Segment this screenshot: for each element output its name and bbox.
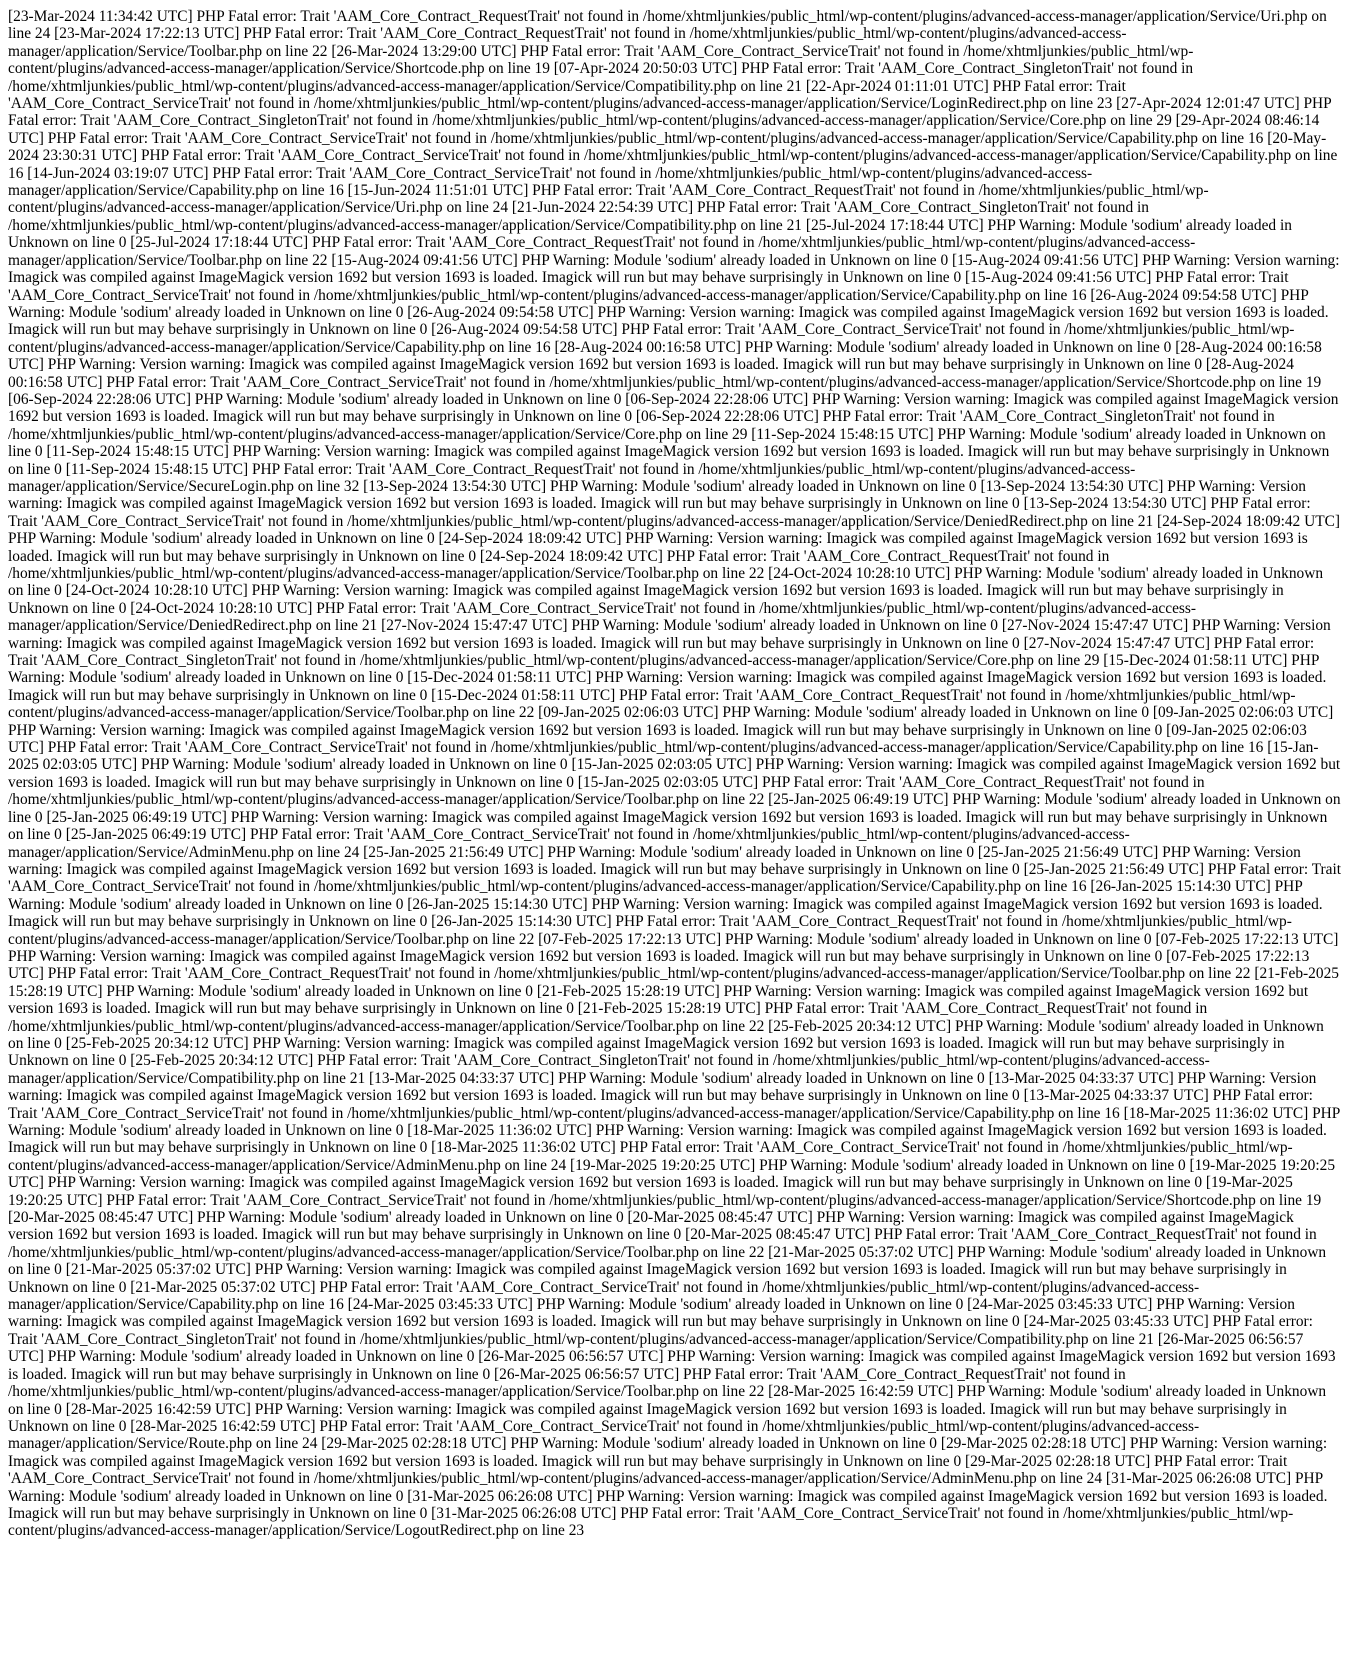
error-log-content: [23-Mar-2024 11:34:42 UTC] PHP Fatal error: Trait 'AAM_Core_Contract_RequestTrait' not found in /home/xhtmljunkies/public_html/wp-content/plugins/advanced-access-manager/application/Service/Uri.php on line 24 [23-Mar-2024 17:22:13 UTC] PHP Fatal error: Trait 'AAM_Core_Contract_RequestTrait' not found in /home/xhtmljunkies/public_html/wp-content/plugins/advanced-access-manager/application/Service/Toolbar.php on line 22 [26-Mar-2024 13:29:00 UTC] PHP Fatal error: Trait 'AAM_Core_Contract_ServiceTrait' not found in /home/xhtmljunkies/public_html/wp-content/plugins/advanced-access-manager/application/Service/Shortcode.php on line 19 [07-Apr-2024 20:50:03 UTC] PHP Fatal error: Trait 'AAM_Core_Contract_SingletonTrait' not found in /home/xhtmljunkies/public_html/wp-content/plugins/advanced-access-manager/application/Service/Compatibility.php on line 21 [22-Apr-2024 01:11:01 UTC] PHP Fatal error: Trait 'AAM_Core_Contract_ServiceTrait' not found in /home/xhtmljunkies/public_html/wp-content/plugins/advanced-access-manager/application/Service/LoginRedirect.php on line 23 [27-Apr-2024 12:01:47 UTC] PHP Fatal error: Trait 'AAM_Core_Contract_SingletonTrait' not found in /home/xhtmljunkies/public_html/wp-content/plugins/advanced-access-manager/application/Service/Core.php on line 29 [29-Apr-2024 08:46:14 UTC] PHP Fatal error: Trait 'AAM_Core_Contract_ServiceTrait' not found in /home/xhtmljunkies/public_html/wp-content/plugins/advanced-access-manager/application/Service/Capability.php on line 16 [20-May-2024 23:30:31 UTC] PHP Fatal error: Trait 'AAM_Core_Contract_ServiceTrait' not found in /home/xhtmljunkies/public_html/wp-content/plugins/advanced-access-manager/application/Service/Capability.php on line 16 [14-Jun-2024 03:19:07 UTC] PHP Fatal error: Trait 'AAM_Core_Contract_ServiceTrait' not found in /home/xhtmljunkies/public_html/wp-content/plugins/advanced-access-manager/application/Service/Capability.php on line 16 [15-Jun-2024 11:51:01 UTC] PHP Fatal error: Trait 'AAM_Core_Contract_RequestTrait' not found in /home/xhtmljunkies/public_html/wp-content/plugins/advanced-access-manager/application/Service/Uri.php on line 24 [21-Jun-2024 22:54:39 UTC] PHP Fatal error: Trait 'AAM_Core_Contract_SingletonTrait' not found in /home/xhtmljunkies/public_html/wp-content/plugins/advanced-access-manager/application/Service/Compatibility.php on line 21 [25-Jul-2024 17:18:44 UTC] PHP Warning: Module 'sodium' already loaded in Unknown on line 0 [25-Jul-2024 17:18:44 UTC] PHP Fatal error: Trait 'AAM_Core_Contract_RequestTrait' not found in /home/xhtmljunkies/public_html/wp-content/plugins/advanced-access-manager/application/Service/Toolbar.php on line 22 [15-Aug-2024 09:41:56 UTC] PHP Warning: Module 'sodium' already loaded in Unknown on line 0 [15-Aug-2024 09:41:56 UTC] PHP Warning: Version warning: Imagick was compiled against ImageMagick version 1692 but version 1693 is loaded. Imagick will run but may behave surprisingly in Unknown on line 0 [15-Aug-2024 09:41:56 UTC] PHP Fatal error: Trait 'AAM_Core_Contract_ServiceTrait' not found in /home/xhtmljunkies/public_html/wp-content/plugins/advanced-access-manager/application/Service/Capability.php on line 16 [26-Aug-2024 09:54:58 UTC] PHP Warning: Module 'sodium' already loaded in Unknown on line 0 [26-Aug-2024 09:54:58 UTC] PHP Warning: Version warning: Imagick was compiled against ImageMagick version 1692 but version 1693 is loaded. Imagick will run but may behave surprisingly in Unknown on line 0 [26-Aug-2024 09:54:58 UTC] PHP Fatal error: Trait 'AAM_Core_Contract_ServiceTrait' not found in /home/xhtmljunkies/public_html/wp-content/plugins/advanced-access-manager/application/Service/Capability.php on line 16 [28-Aug-2024 00:16:58 UTC] PHP Warning: Module 'sodium' already loaded in Unknown on line 0 [28-Aug-2024 00:16:58 UTC] PHP Warning: Version warning: Imagick was compiled against ImageMagick version 1692 but version 1693 is loaded. Imagick will run but may behave surprisingly in Unknown on line 0 [28-Aug-2024 00:16:58 UTC] PHP Fatal error: Trait 'AAM_Core_Contract_ServiceTrait' not found in /home/xhtmljunkies/public_html/wp-content/plugins/advanced-access-manager/application/Service/Shortcode.php on line 19 [06-Sep-2024 22:28:06 UTC] PHP Warning: Module 'sodium' already loaded in Unknown on line 0 [06-Sep-2024 22:28:06 UTC] PHP Warning: Version warning: Imagick was compiled against ImageMagick version 1692 but version 1693 is loaded. Imagick will run but may behave surprisingly in Unknown on line 0 [06-Sep-2024 22:28:06 UTC] PHP Fatal error: Trait 'AAM_Core_Contract_SingletonTrait' not found in /home/xhtmljunkies/public_html/wp-content/plugins/advanced-access-manager/application/Service/Core.php on line 29 [11-Sep-2024 15:48:15 UTC] PHP Warning: Module 'sodium' already loaded in Unknown on line 0 [11-Sep-2024 15:48:15 UTC] PHP Warning: Version warning: Imagick was compiled against ImageMagick version 1692 but version 1693 is loaded. Imagick will run but may behave surprisingly in Unknown on line 0 [11-Sep-2024 15:48:15 UTC] PHP Fatal error: Trait 'AAM_Core_Contract_RequestTrait' not found in /home/xhtmljunkies/public_html/wp-content/plugins/advanced-access-manager/application/Service/SecureLogin.php on line 32 [13-Sep-2024 13:54:30 UTC] PHP Warning: Module 'sodium' already loaded in Unknown on line 0 [13-Sep-2024 13:54:30 UTC] PHP Warning: Version warning: Imagick was compiled against ImageMagick version 1692 but version 1693 is loaded. Imagick will run but may behave surprisingly in Unknown on line 0 [13-Sep-2024 13:54:30 UTC] PHP Fatal error: Trait 'AAM_Core_Contract_ServiceTrait' not found in /home/xhtmljunkies/public_html/wp-content/plugins/advanced-access-manager/application/Service/DeniedRedirect.php on line 21 [24-Sep-2024 18:09:42 UTC] PHP Warning: Module 'sodium' already loaded in Unknown on line 0 [24-Sep-2024 18:09:42 UTC] PHP Warning: Version warning: Imagick was compiled against ImageMagick version 1692 but version 1693 is loaded. Imagick will run but may behave surprisingly in Unknown on line 0 [24-Sep-2024 18:09:42 UTC] PHP Fatal error: Trait 'AAM_Core_Contract_RequestTrait' not found in /home/xhtmljunkies/public_html/wp-content/plugins/advanced-access-manager/application/Service/Toolbar.php on line 22 [24-Oct-2024 10:28:10 UTC] PHP Warning: Module 'sodium' already loaded in Unknown on line 0 [24-Oct-2024 10:28:10 UTC] PHP Warning: Version warning: Imagick was compiled against ImageMagick version 1692 but version 1693 is loaded. Imagick will run but may behave surprisingly in Unknown on line 0 [24-Oct-2024 10:28:10 UTC] PHP Fatal error: Trait 'AAM_Core_Contract_ServiceTrait' not found in /home/xhtmljunkies/public_html/wp-content/plugins/advanced-access-manager/application/Service/DeniedRedirect.php on line 21 [27-Nov-2024 15:47:47 UTC] PHP Warning: Module 'sodium' already loaded in Unknown on line 0 [27-Nov-2024 15:47:47 UTC] PHP Warning: Version warning: Imagick was compiled against ImageMagick version 1692 but version 1693 is loaded. Imagick will run but may behave surprisingly in Unknown on line 0 [27-Nov-2024 15:47:47 UTC] PHP Fatal error: Trait 'AAM_Core_Contract_SingletonTrait' not found in /home/xhtmljunkies/public_html/wp-content/plugins/advanced-access-manager/application/Service/Core.php on line 29 [15-Dec-2024 01:58:11 UTC] PHP Warning: Module 'sodium' already loaded in Unknown on line 0 [15-Dec-2024 01:58:11 UTC] PHP Warning: Version warning: Imagick was compiled against ImageMagick version 1692 but version 1693 is loaded. Imagick will run but may behave surprisingly in Unknown on line 0 [15-Dec-2024 01:58:11 UTC] PHP Fatal error: Trait 'AAM_Core_Contract_RequestTrait' not found in /home/xhtmljunkies/public_html/wp-content/plugins/advanced-access-manager/application/Service/Toolbar.php on line 22 [09-Jan-2025 02:06:03 UTC] PHP Warning: Module 'sodium' already loaded in Unknown on line 0 [09-Jan-2025 02:06:03 UTC] PHP Warning: Version warning: Imagick was compiled against ImageMagick version 1692 but version 1693 is loaded. Imagick will run but may behave surprisingly in Unknown on line 0 [09-Jan-2025 02:06:03 UTC] PHP Fatal error: Trait 'AAM_Core_Contract_ServiceTrait' not found in /home/xhtmljunkies/public_html/wp-content/plugins/advanced-access-manager/application/Service/Capability.php on line 16 [15-Jan-2025 02:03:05 UTC] PHP Warning: Module 'sodium' already loaded in Unknown on line 0 [15-Jan-2025 02:03:05 UTC] PHP Warning: Version warning: Imagick was compiled against ImageMagick version 1692 but version 1693 is loaded. Imagick will run but may behave surprisingly in Unknown on line 0 [15-Jan-2025 02:03:05 UTC] PHP Fatal error: Trait 'AAM_Core_Contract_RequestTrait' not found in /home/xhtmljunkies/public_html/wp-content/plugins/advanced-access-manager/application/Service/Toolbar.php on line 22 [25-Jan-2025 06:49:19 UTC] PHP Warning: Module 'sodium' already loaded in Unknown on line 0 [25-Jan-2025 06:49:19 UTC] PHP Warning: Version warning: Imagick was compiled against ImageMagick version 1692 but version 1693 is loaded. Imagick will run but may behave surprisingly in Unknown on line 0 [25-Jan-2025 06:49:19 UTC] PHP Fatal error: Trait 'AAM_Core_Contract_ServiceTrait' not found in /home/xhtmljunkies/public_html/wp-content/plugins/advanced-access-manager/application/Service/AdminMenu.php on line 24 [25-Jan-2025 21:56:49 UTC] PHP Warning: Module 'sodium' already loaded in Unknown on line 0 [25-Jan-2025 21:56:49 UTC] PHP Warning: Version warning: Imagick was compiled against ImageMagick version 1692 but version 1693 is loaded. Imagick will run but may behave surprisingly in Unknown on line 0 [25-Jan-2025 21:56:49 UTC] PHP Fatal error: Trait 'AAM_Core_Contract_ServiceTrait' not found in /home/xhtmljunkies/public_html/wp-content/plugins/advanced-access-manager/application/Service/Capability.php on line 16 [26-Jan-2025 15:14:30 UTC] PHP Warning: Module 'sodium' already loaded in Unknown on line 0 [26-Jan-2025 15:14:30 UTC] PHP Warning: Version warning: Imagick was compiled against ImageMagick version 1692 but version 1693 is loaded. Imagick will run but may behave surprisingly in Unknown on line 0 [26-Jan-2025 15:14:30 UTC] PHP Fatal error: Trait 'AAM_Core_Contract_RequestTrait' not found in /home/xhtmljunkies/public_html/wp-content/plugins/advanced-access-manager/application/Service/Toolbar.php on line 22 [07-Feb-2025 17:22:13 UTC] PHP Warning: Module 'sodium' already loaded in Unknown on line 0 [07-Feb-2025 17:22:13 UTC] PHP Warning: Version warning: Imagick was compiled against ImageMagick version 1692 but version 1693 is loaded. Imagick will run but may behave surprisingly in Unknown on line 0 [07-Feb-2025 17:22:13 UTC] PHP Fatal error: Trait 'AAM_Core_Contract_RequestTrait' not found in /home/xhtmljunkies/public_html/wp-content/plugins/advanced-access-manager/application/Service/Toolbar.php on line 22 [21-Feb-2025 15:28:19 UTC] PHP Warning: Module 'sodium' already loaded in Unknown on line 0 [21-Feb-2025 15:28:19 UTC] PHP Warning: Version warning: Imagick was compiled against ImageMagick version 1692 but version 1693 is loaded. Imagick will run but may behave surprisingly in Unknown on line 0 [21-Feb-2025 15:28:19 UTC] PHP Fatal error: Trait 'AAM_Core_Contract_RequestTrait' not found in /home/xhtmljunkies/public_html/wp-content/plugins/advanced-access-manager/application/Service/Toolbar.php on line 22 [25-Feb-2025 20:34:12 UTC] PHP Warning: Module 'sodium' already loaded in Unknown on line 0 [25-Feb-2025 20:34:12 UTC] PHP Warning: Version warning: Imagick was compiled against ImageMagick version 1692 but version 1693 is loaded. Imagick will run but may behave surprisingly in Unknown on line 0 [25-Feb-2025 20:34:12 UTC] PHP Fatal error: Trait 'AAM_Core_Contract_SingletonTrait' not found in /home/xhtmljunkies/public_html/wp-content/plugins/advanced-access-manager/application/Service/Compatibility.php on line 21 [13-Mar-2025 04:33:37 UTC] PHP Warning: Module 'sodium' already loaded in Unknown on line 0 [13-Mar-2025 04:33:37 UTC] PHP Warning: Version warning: Imagick was compiled against ImageMagick version 1692 but version 1693 is loaded. Imagick will run but may behave surprisingly in Unknown on line 0 [13-Mar-2025 04:33:37 UTC] PHP Fatal error: Trait 'AAM_Core_Contract_ServiceTrait' not found in /home/xhtmljunkies/public_html/wp-content/plugins/advanced-access-manager/application/Service/Capability.php on line 16 [18-Mar-2025 11:36:02 UTC] PHP Warning: Module 'sodium' already loaded in Unknown on line 0 [18-Mar-2025 11:36:02 UTC] PHP Warning: Version warning: Imagick was compiled against ImageMagick version 1692 but version 1693 is loaded. Imagick will run but may behave surprisingly in Unknown on line 0 [18-Mar-2025 11:36:02 UTC] PHP Fatal error: Trait 'AAM_Core_Contract_ServiceTrait' not found in /home/xhtmljunkies/public_html/wp-content/plugins/advanced-access-manager/application/Service/AdminMenu.php on line 24 [19-Mar-2025 19:20:25 UTC] PHP Warning: Module 'sodium' already loaded in Unknown on line 0 [19-Mar-2025 19:20:25 UTC] PHP Warning: Version warning: Imagick was compiled against ImageMagick version 1692 but version 1693 is loaded. Imagick will run but may behave surprisingly in Unknown on line 0 [19-Mar-2025 19:20:25 UTC] PHP Fatal error: Trait 'AAM_Core_Contract_ServiceTrait' not found in /home/xhtmljunkies/public_html/wp-content/plugins/advanced-access-manager/application/Service/Shortcode.php on line 19 [20-Mar-2025 08:45:47 UTC] PHP Warning: Module 'sodium' already loaded in Unknown on line 0 [20-Mar-2025 08:45:47 UTC] PHP Warning: Version warning: Imagick was compiled against ImageMagick version 1692 but version 1693 is loaded. Imagick will run but may behave surprisingly in Unknown on line 0 [20-Mar-2025 08:45:47 UTC] PHP Fatal error: Trait 'AAM_Core_Contract_RequestTrait' not found in /home/xhtmljunkies/public_html/wp-content/plugins/advanced-access-manager/application/Service/Toolbar.php on line 22 [21-Mar-2025 05:37:02 UTC] PHP Warning: Module 'sodium' already loaded in Unknown on line 0 [21-Mar-2025 05:37:02 UTC] PHP Warning: Version warning: Imagick was compiled against ImageMagick version 1692 but version 1693 is loaded. Imagick will run but may behave surprisingly in Unknown on line 0 [21-Mar-2025 05:37:02 UTC] PHP Fatal error: Trait 'AAM_Core_Contract_ServiceTrait' not found in /home/xhtmljunkies/public_html/wp-content/plugins/advanced-access-manager/application/Service/Capability.php on line 16 [24-Mar-2025 03:45:33 UTC] PHP Warning: Module 'sodium' already loaded in Unknown on line 0 [24-Mar-2025 03:45:33 UTC] PHP Warning: Version warning: Imagick was compiled against ImageMagick version 1692 but version 1693 is loaded. Imagick will run but may behave surprisingly in Unknown on line 0 [24-Mar-2025 03:45:33 UTC] PHP Fatal error: Trait 'AAM_Core_Contract_SingletonTrait' not found in /home/xhtmljunkies/public_html/wp-content/plugins/advanced-access-manager/application/Service/Compatibility.php on line 21 [26-Mar-2025 06:56:57 UTC] PHP Warning: Module 'sodium' already loaded in Unknown on line 0 [26-Mar-2025 06:56:57 UTC] PHP Warning: Version warning: Imagick was compiled against ImageMagick version 1692 but version 1693 is loaded. Imagick will run but may behave surprisingly in Unknown on line 0 [26-Mar-2025 06:56:57 UTC] PHP Fatal error: Trait 'AAM_Core_Contract_RequestTrait' not found in /home/xhtmljunkies/public_html/wp-content/plugins/advanced-access-manager/application/Service/Toolbar.php on line 22 [28-Mar-2025 16:42:59 UTC] PHP Warning: Module 'sodium' already loaded in Unknown on line 0 [28-Mar-2025 16:42:59 UTC] PHP Warning: Version warning: Imagick was compiled against ImageMagick version 1692 but version 1693 is loaded. Imagick will run but may behave surprisingly in Unknown on line 0 [28-Mar-2025 16:42:59 UTC] PHP Fatal error: Trait 'AAM_Core_Contract_ServiceTrait' not found in /home/xhtmljunkies/public_html/wp-content/plugins/advanced-access-manager/application/Service/Route.php on line 24 [29-Mar-2025 02:28:18 UTC] PHP Warning: Module 'sodium' already loaded in Unknown on line 0 [29-Mar-2025 02:28:18 UTC] PHP Warning: Version warning: Imagick was compiled against ImageMagick version 1692 but version 1693 is loaded. Imagick will run but may behave surprisingly in Unknown on line 0 [29-Mar-2025 02:28:18 UTC] PHP Fatal error: Trait 'AAM_Core_Contract_ServiceTrait' not found in /home/xhtmljunkies/public_html/wp-content/plugins/advanced-access-manager/application/Service/AdminMenu.php on line 24 [31-Mar-2025 06:26:08 UTC] PHP Warning: Module 'sodium' already loaded in Unknown on line 0 [31-Mar-2025 06:26:08 UTC] PHP Warning: Version warning: Imagick was compiled against ImageMagick version 1692 but version 1693 is loaded. Imagick will run but may behave surprisingly in Unknown on line 0 [31-Mar-2025 06:26:08 UTC] PHP Fatal error: Trait 'AAM_Core_Contract_ServiceTrait' not found in /home/xhtmljunkies/public_html/wp-content/plugins/advanced-access-manager/application/Service/LogoutRedirect.php on line 23	[8, 8, 1342, 1540]
